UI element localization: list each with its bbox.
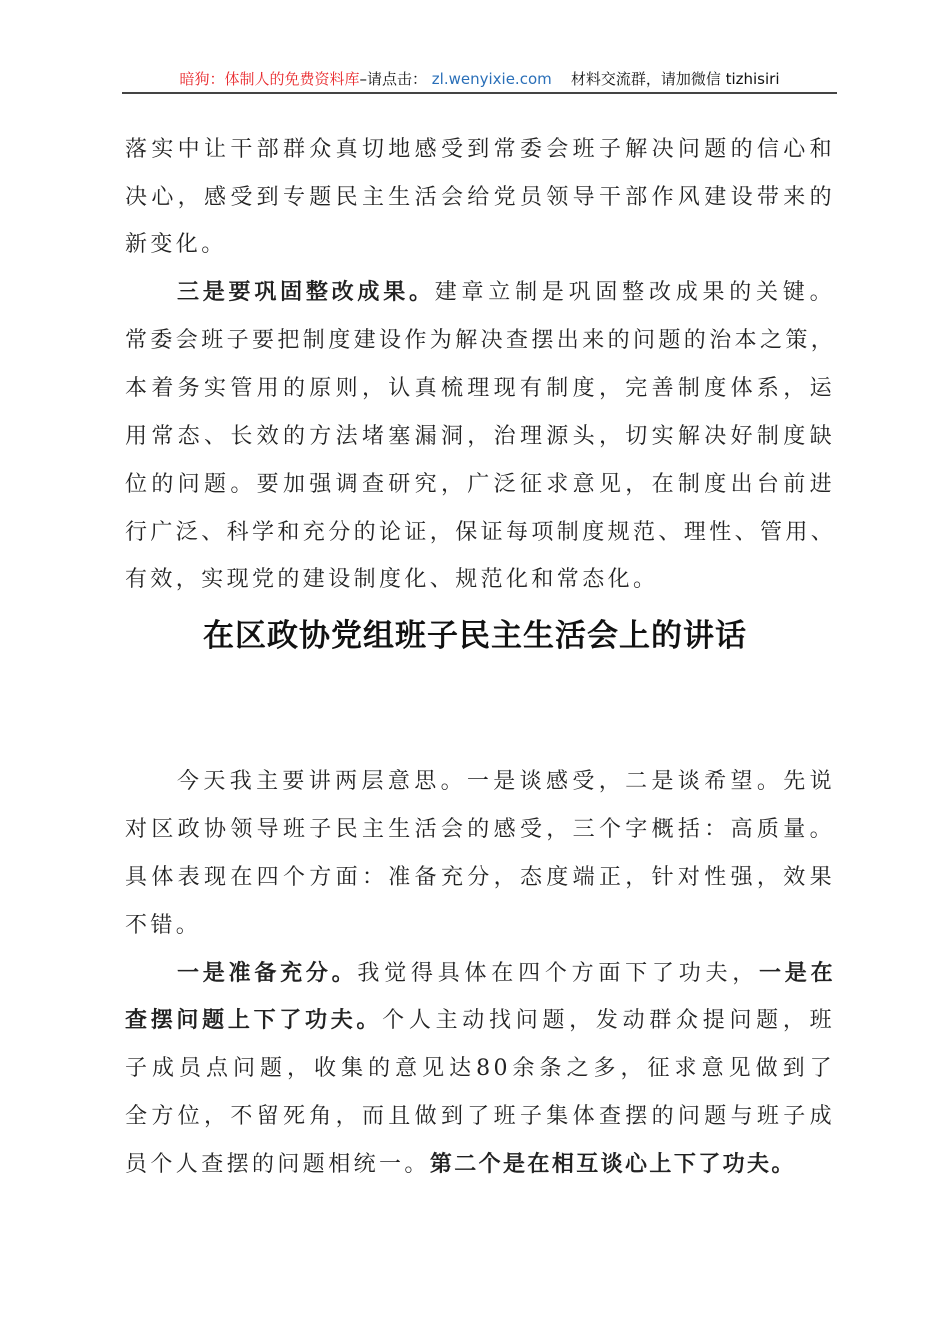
text-segment: 个人主动找问题，发动群众提问题，班 — [382, 1008, 835, 1033]
text-segment: 我觉得具体在四个方面下了功夫， — [357, 961, 760, 986]
text-line — [125, 230, 835, 260]
text-line — [177, 767, 835, 797]
site-url-link[interactable]: zl.wenyixie.com — [431, 70, 552, 88]
page-header — [122, 68, 837, 89]
text-segment: 员个人查摆的问题相统一。 — [125, 1152, 430, 1177]
text-segment: 落实中让干部群众真切地感受到常委会班子解决问题的信心和 — [125, 137, 835, 162]
text-segment: 有效，实现党的建设制度化、规范化和常态化。 — [125, 567, 659, 592]
text-line — [125, 422, 835, 452]
site-name: 暗狗：体制人的免费资料库 — [179, 70, 360, 88]
group-contact-text: 材料交流群，请加微信 tizhisiri — [570, 70, 780, 88]
text-line — [125, 518, 835, 548]
text-segment: 决心，感受到专题民主生活会给党员领导干部作风建设带来的 — [125, 185, 835, 210]
click-prompt: –请点击： — [359, 70, 428, 88]
text-segment: 本着务实管用的原则，认真梳理现有制度，完善制度体系，运 — [125, 376, 835, 401]
text-line — [177, 959, 835, 989]
text-line — [125, 1102, 835, 1132]
text-line — [125, 470, 835, 500]
text-segment: 子成员点问题，收集的意见达80余条之多，征求意见做到了 — [125, 1056, 835, 1081]
text-segment: 今天我主要讲两层意思。一是谈感受，二是谈希望。先说 — [177, 769, 835, 794]
text-line — [125, 1006, 835, 1036]
text-segment: 常委会班子要把制度建设作为解决查摆出来的问题的治本之策， — [125, 328, 837, 353]
text-segment: 建章立制是巩固整改成果的关键。 — [434, 280, 835, 305]
text-line — [125, 565, 835, 595]
text-line — [125, 326, 835, 356]
text-line — [125, 911, 835, 941]
header-divider — [122, 92, 837, 94]
text-segment: 具体表现在四个方面：准备充分，态度端正，针对性强，效果 — [125, 865, 835, 890]
text-line — [125, 863, 835, 893]
text-line — [125, 815, 835, 845]
document-title: 在区政协党组班子民主生活会上的讲话 — [203, 618, 747, 654]
text-line — [125, 374, 835, 404]
text-segment: 行广泛、科学和充分的论证，保证每项制度规范、理性、管用、 — [125, 520, 837, 545]
text-segment: 位的问题。要加强调查研究，广泛征求意见，在制度出台前进 — [125, 472, 835, 497]
text-line — [125, 1150, 835, 1180]
bold-text: 第二个是在相互谈心上下了功夫。 — [429, 1152, 796, 1177]
text-line — [177, 278, 835, 308]
bold-text: 一是准备充分。 — [177, 961, 358, 986]
text-segment: 用常态、长效的方法堵塞漏洞，治理源头，切实解决好制度缺 — [125, 424, 835, 449]
text-line — [125, 1054, 835, 1084]
text-line — [125, 183, 835, 213]
bold-text: 一是在 — [759, 961, 835, 986]
text-segment: 全方位，不留死角，而且做到了班子集体查摆的问题与班子成 — [125, 1104, 835, 1129]
bold-text: 查摆问题上下了功夫。 — [125, 1008, 383, 1033]
text-segment: 对区政协领导班子民主生活会的感受，三个字概括：高质量。 — [125, 817, 835, 842]
text-line — [125, 135, 835, 165]
text-segment: 不错。 — [125, 913, 202, 938]
text-segment: 新变化。 — [125, 232, 227, 257]
bold-text: 三是要巩固整改成果。 — [177, 280, 435, 305]
